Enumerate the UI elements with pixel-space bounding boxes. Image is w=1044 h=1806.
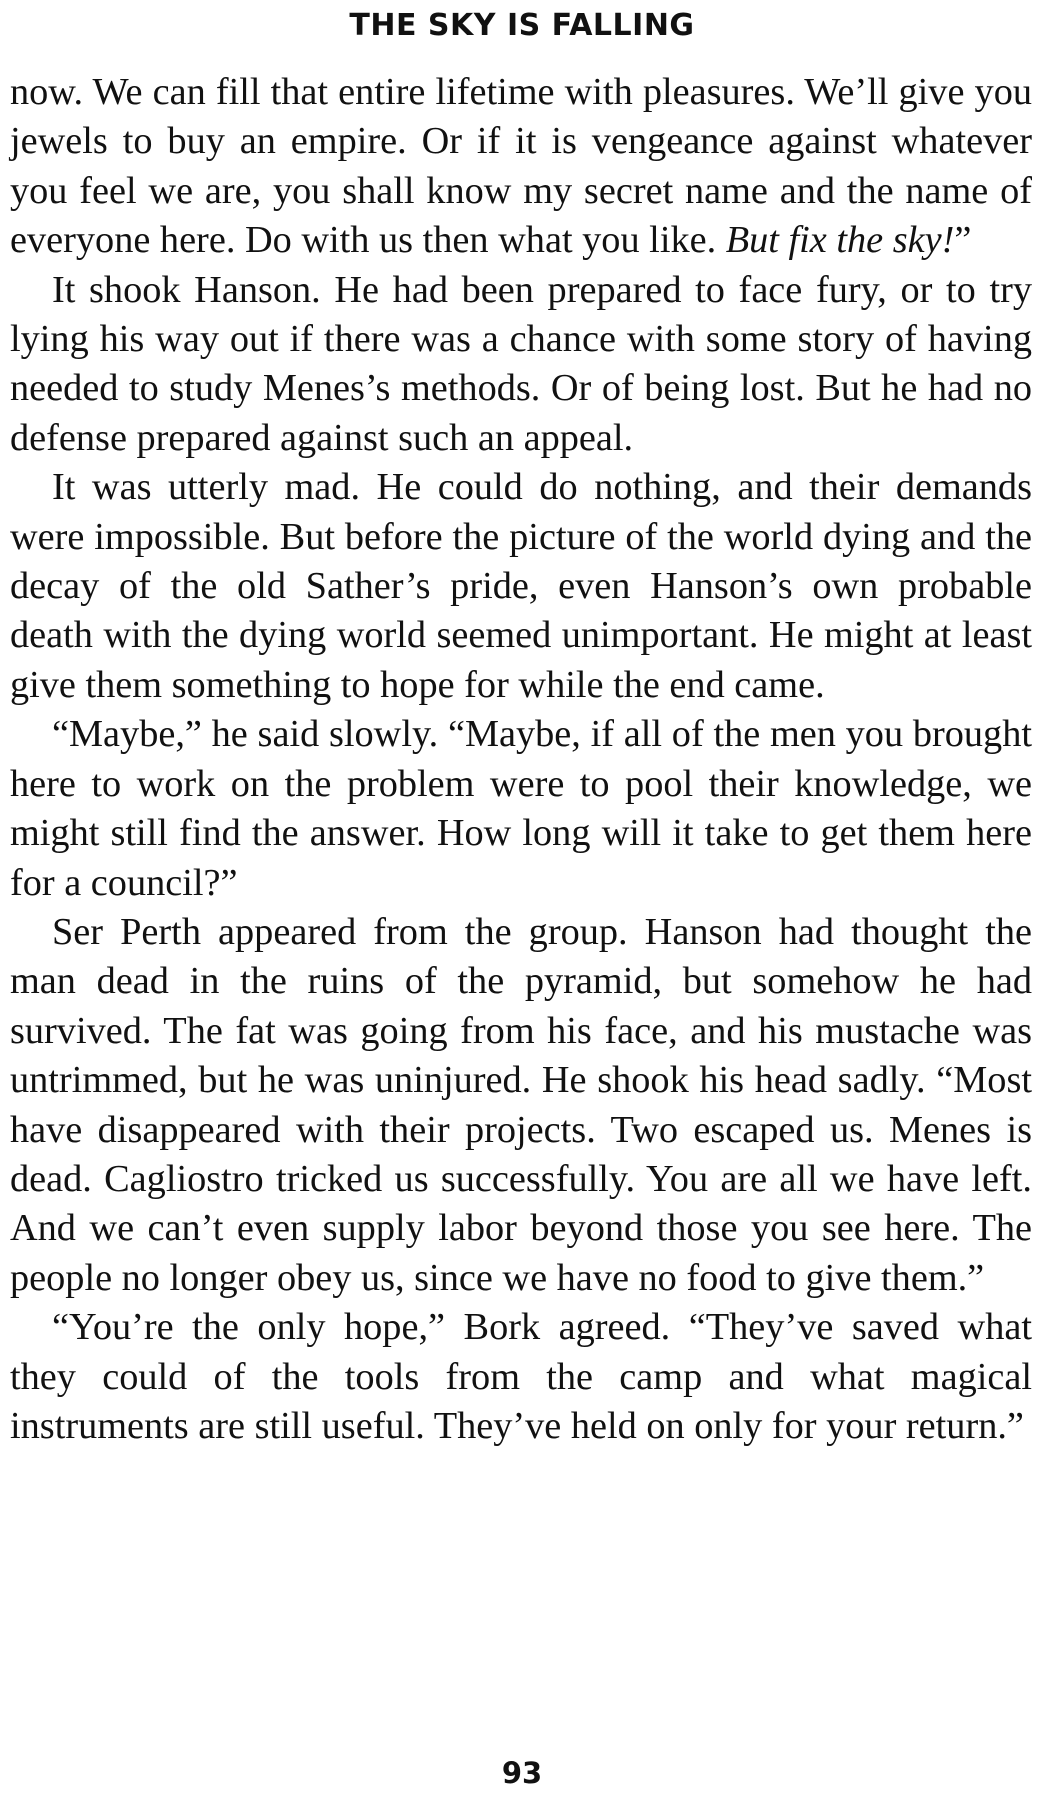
paragraph-1-italic: But fix the sky!	[725, 219, 955, 262]
running-head: THE SKY IS FALLING	[349, 8, 695, 43]
paragraph-2: It shook Hanson. He had been prepared to face fury, or to try lying his way out if there was a chance with some story of having needed to study Menes’s methods. Or of being lost. But he had no defense prepared against such an appeal.	[10, 268, 1032, 459]
paragraph-6: “You’re the only hope,” Bork agreed. “They’ve saved what they could of the tools from the camp and what magical instruments are still useful. They’ve held on only for your return.”	[10, 1306, 1032, 1447]
paragraph-1	[10, 68, 1032, 266]
paragraph-1-close: ”	[954, 219, 972, 262]
paragraph-3: It was utterly mad. He could do nothing, and their demands were impossible. But before the picture of the world dying and the decay of the old Sather’s pride, even Hanson’s own probable death with the dying world seemed unimportant. He might at least give them something to hope for while the end came.	[10, 466, 1032, 706]
page-number: 93	[501, 1756, 543, 1790]
paragraph-4: “Maybe,” he said slowly. “Maybe, if all of the men you brought here to work on the problem were to pool their knowledge, we might still find the answer. How long will it take to get them here for a council?”	[10, 713, 1032, 904]
paragraph-5: Ser Perth appeared from the group. Hanson had thought the man dead in the ruins of the pyramid, but somehow he had survived. The fat was going from his face, and his mustache was untrimmed, but he was uninjured. He shook his head sadly. “Most have disappeared with their projects. Two escaped us. Menes is dead. Cagliostro tricked us successfully. You are all we have left. And we can’t even supply labor beyond those you see here. The people no longer obey us, since we have no food to give them.”	[10, 910, 1032, 1299]
body-text	[10, 68, 1032, 1451]
paragraph-1-lead: now. We can fill that entire lifetime with pleasures. We’ll give you jewels to buy an empire. Or if it is vengeance against whatever you feel we are, you shall know my secret name and the name of everyone here. Do with us then what you like.	[10, 71, 1032, 262]
